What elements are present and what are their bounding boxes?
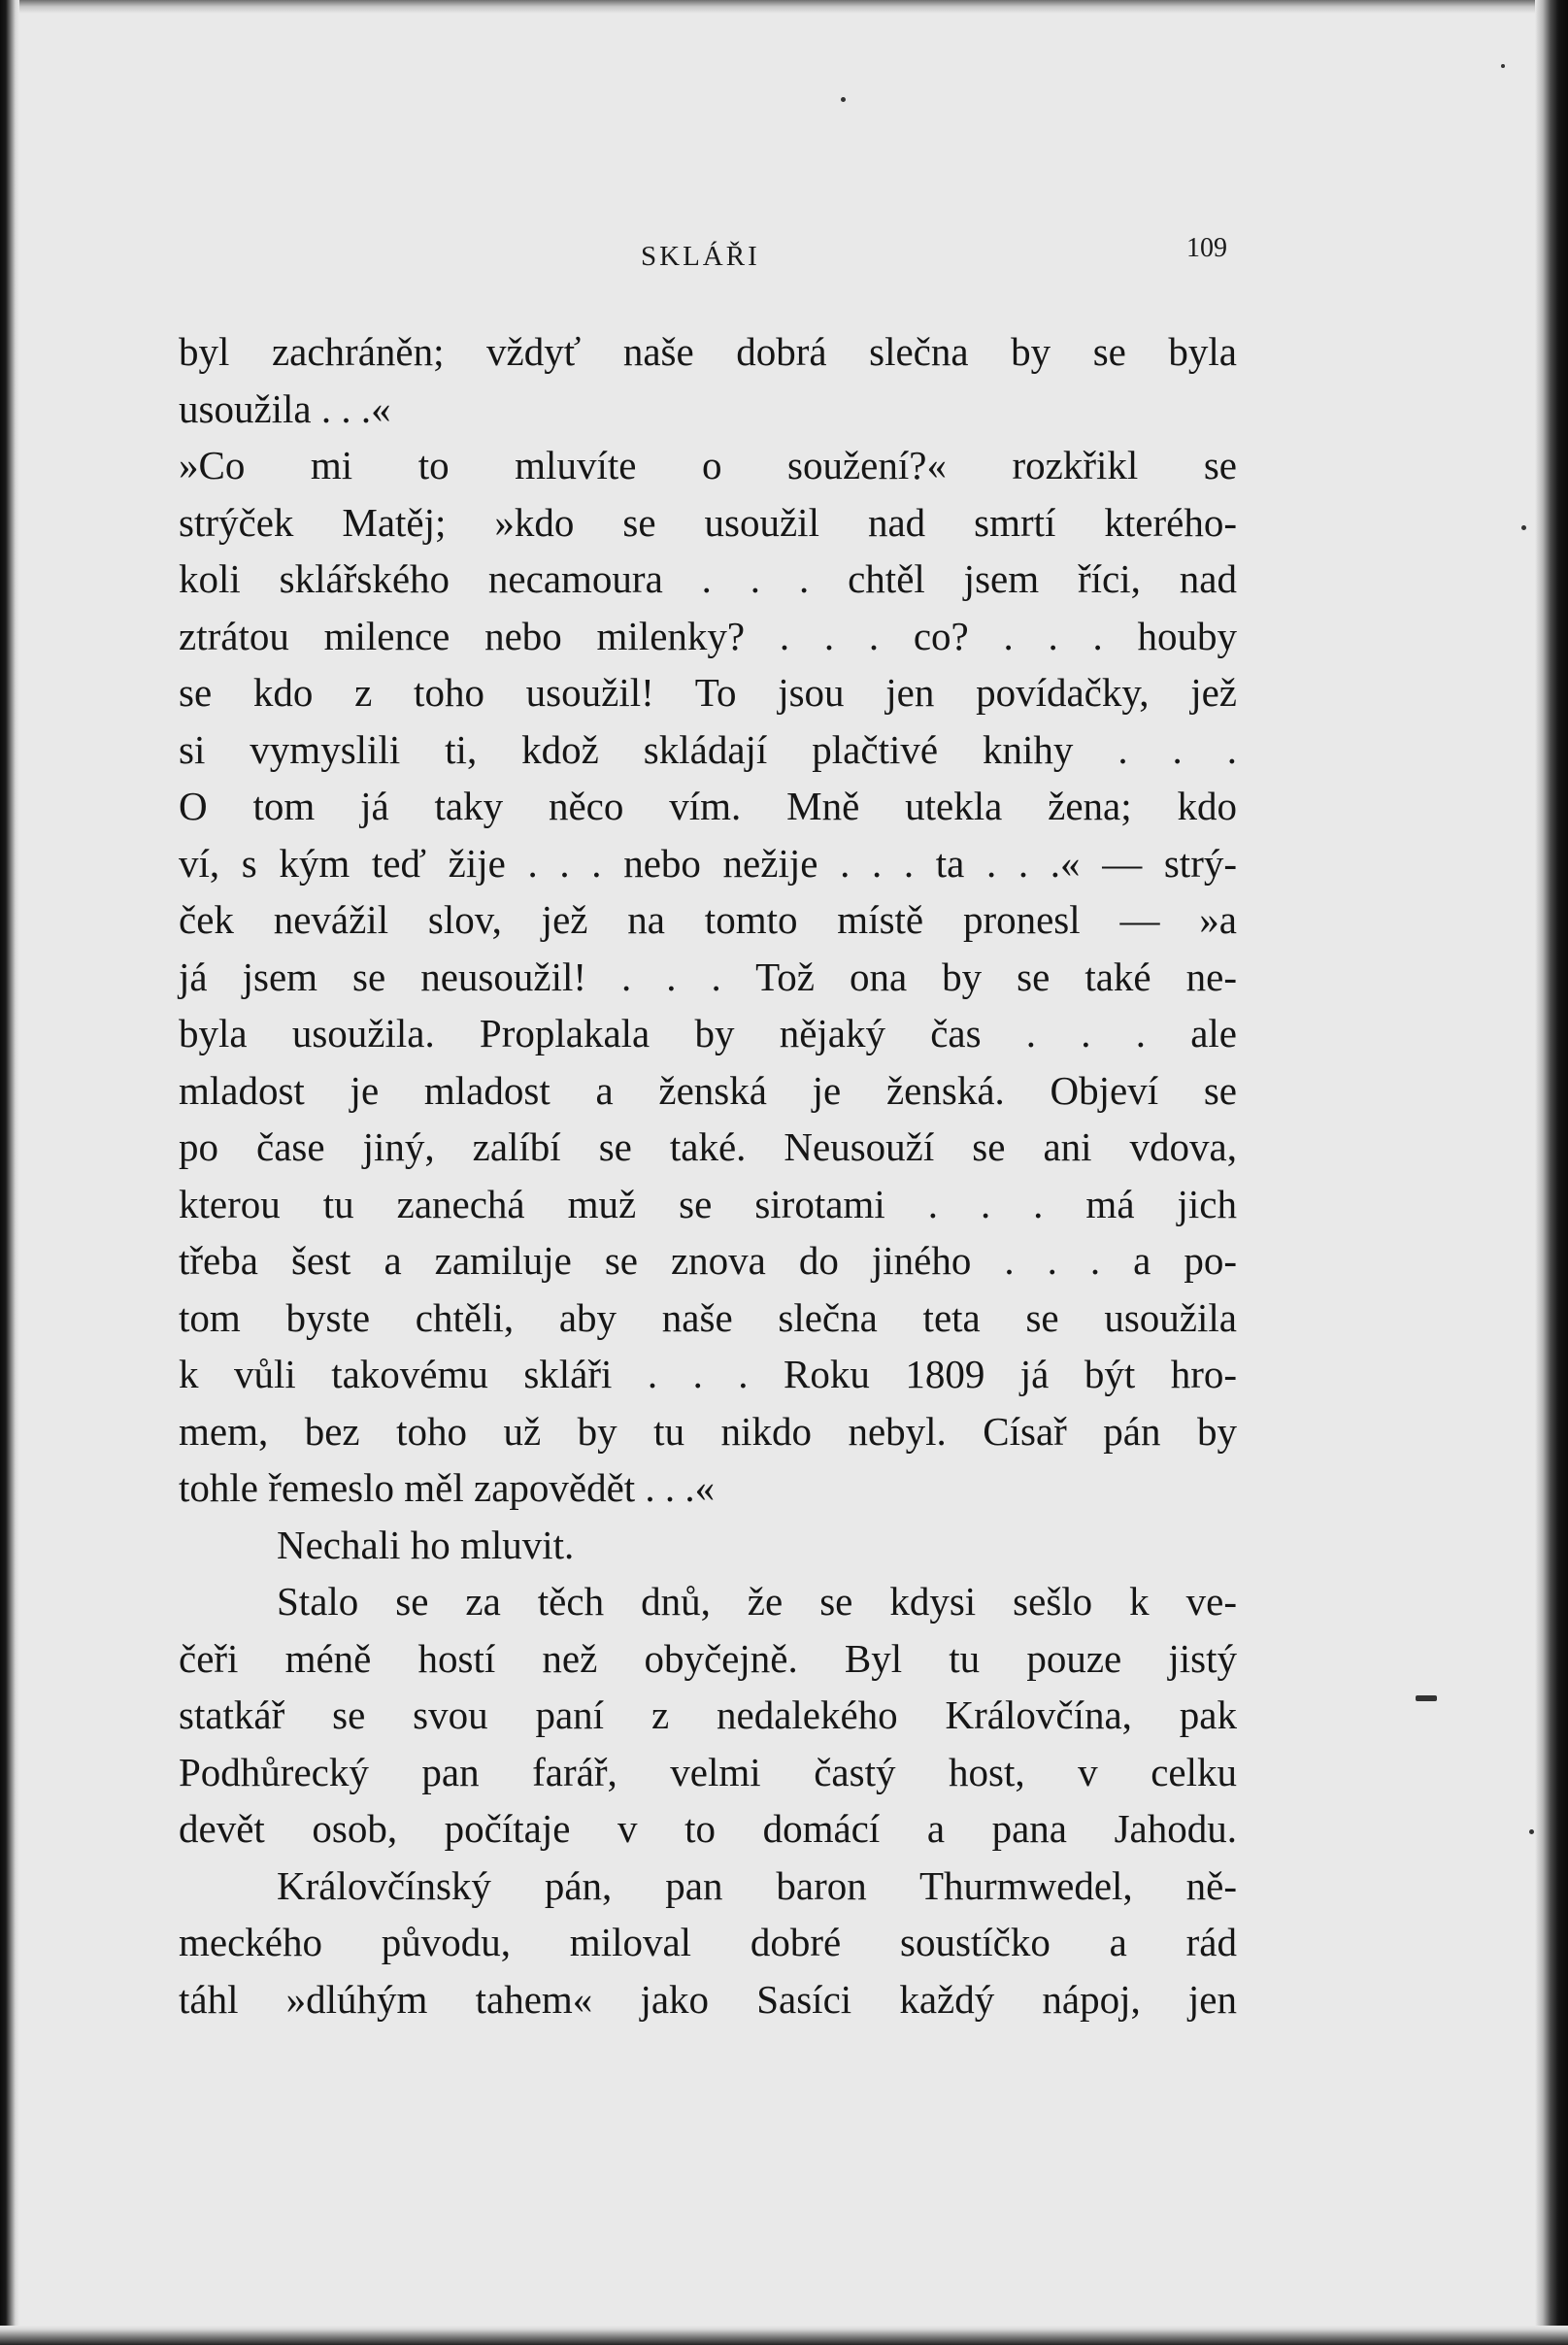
text-line: meckého původu, miloval dobré soustíčko a rád: [179, 1920, 1237, 1964]
text-line: tom byste chtěli, aby naše slečna teta se usoužila: [179, 1294, 1237, 1340]
text-line: ztrátou milence nebo milenky? . . . co? . . . houby: [179, 613, 1237, 658]
text-line: kterou tu zanechá muž se sirotami . . . má jich: [179, 1181, 1237, 1226]
text-line: Podhůrecký pan farář, velmi častý host, v celku: [179, 1749, 1237, 1794]
text-line: Královčínský pán, pan baron Thurmwedel, ně-: [277, 1862, 1237, 1908]
text-line: ček nevážil slov, jež na tomto místě pronesl — »a: [179, 897, 1237, 942]
text-line: mladost je mladost a ženská je ženská. Objeví se: [179, 1067, 1237, 1113]
text-line: třeba šest a zamiluje se znova do jiného . . . a po-: [179, 1238, 1237, 1283]
text-line: čeři méně hostí než obyčejně. Byl tu pouze jistý: [179, 1635, 1237, 1681]
scan-edge-left: [0, 0, 19, 2345]
text-line: k vůli takovému skláři . . . Roku 1809 já být hro-: [179, 1352, 1237, 1396]
text-line: táhl »dlúhým tahem« jako Sasíci každý nápoj, jen: [179, 1976, 1237, 2022]
text-line: Stalo se za těch dnů, že se kdysi sešlo k ve-: [277, 1579, 1237, 1624]
text-line: byl zachráněn; vždyť naše dobrá slečna by se byla: [179, 329, 1237, 374]
text-line: ví, s kým teď žije . . . nebo nežije . . . ta . . .« — strý-: [179, 840, 1237, 886]
text-line: »Co mi to mluvíte o soužení?« rozkřikl se: [179, 443, 1237, 487]
text-line: devět osob, počítaje v to domácí a pana Jahodu.: [179, 1806, 1237, 1851]
scan-edge-top: [0, 0, 1568, 14]
text-line: po čase jiný, zalíbí se také. Neusouží se ani vdova,: [179, 1124, 1237, 1169]
text-line: tohle řemeslo měl zapovědět . . .«: [179, 1465, 716, 1510]
scan-speck: [1521, 525, 1526, 530]
text-line: Nechali ho mluvit.: [277, 1522, 575, 1567]
text-line: byla usoužila. Proplakala by nějaký čas . . . ale: [179, 1011, 1237, 1055]
text-line: koli sklářského necamoura . . . chtěl jsem říci, nad: [179, 556, 1237, 601]
page-number: 109: [1186, 233, 1227, 263]
text-line: mem, bez toho už by tu nikdo nebyl. Císař pán by: [179, 1408, 1237, 1454]
scan-speck: [1416, 1695, 1437, 1701]
running-head: SKLÁŘI: [641, 241, 760, 272]
scan-edge-bottom: [0, 2326, 1568, 2345]
scan-speck: [1501, 64, 1505, 68]
text-line: strýček Matěj; »kdo se usoužil nad smrtí kteréhо-: [179, 499, 1237, 545]
text-line: se kdo z toho usoužil! To jsou jen povídačky, jež: [179, 670, 1237, 715]
text-line: já jsem se neusoužil! . . . Tož ona by se také ne-: [179, 954, 1237, 999]
text-line: O tom já taky něco vím. Mně utekla žena; kdo: [179, 784, 1237, 828]
scan-edge-right: [1535, 0, 1568, 2345]
body-text: [179, 323, 1237, 2027]
text-line: statkář se svou paní z nedalekého Královčína, pak: [179, 1692, 1237, 1737]
scan-speck: [841, 97, 846, 102]
scan-speck: [1529, 1829, 1534, 1834]
text-line: si vymyslili ti, kdož skládají plačtivé knihy . . .: [179, 726, 1237, 772]
text-line: usoužila . . .«: [179, 385, 391, 431]
